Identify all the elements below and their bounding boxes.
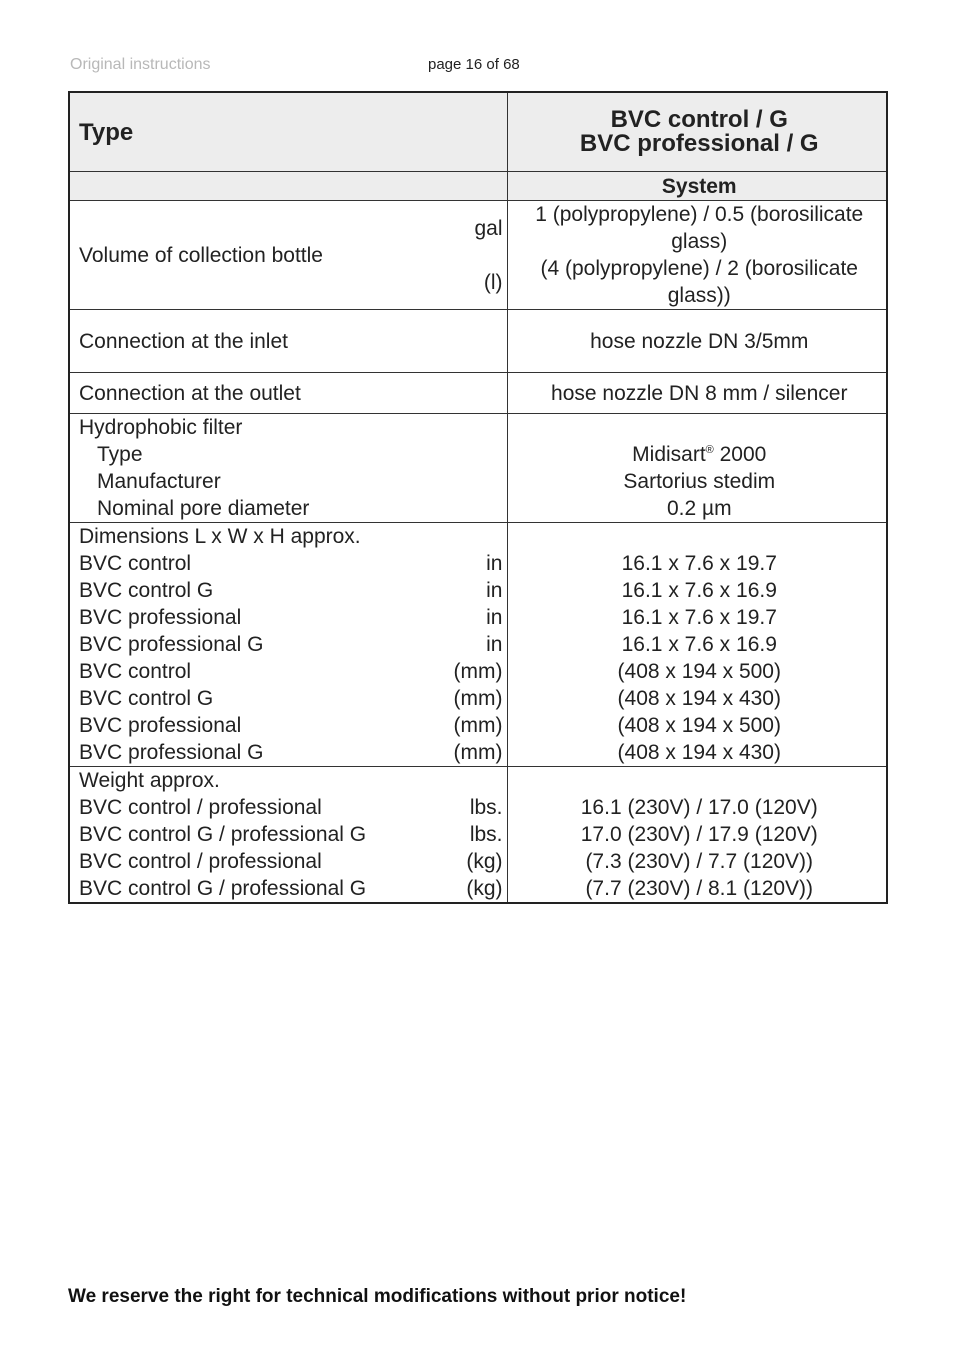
outlet-value: hose nozzle DN 8 mm / silencer — [507, 373, 887, 414]
dimension-row-label: BVC control (mm) — [79, 660, 503, 683]
volume-unit-gal: gal — [474, 216, 503, 240]
filter-type-value: Midisart® 2000 — [632, 443, 767, 466]
volume-value-gal: 1 (polypropylene) / 0.5 (borosilicate glass) — [535, 203, 864, 253]
weight-value: (7.3 (230V) / 7.7 (120V)) — [585, 850, 814, 873]
volume-unit-l: (l) — [483, 270, 503, 294]
filter-type-label: Type — [97, 443, 143, 466]
volume-value-l: (4 (polypropylene) / 2 (borosilicate glass)) — [540, 257, 858, 307]
weight-row-label: BVC control G / professional G (kg) — [79, 877, 503, 900]
weight-value: 17.0 (230V) / 17.9 (120V) — [580, 823, 818, 846]
dimensions-heading: Dimensions L x W x H approx. — [79, 525, 361, 548]
filter-pore-value: 0.2 µm — [666, 497, 732, 520]
dimension-value: (408 x 194 x 500) — [617, 660, 781, 683]
dimensions-label-cell — [69, 523, 507, 767]
dimensions-row — [69, 523, 887, 767]
weight-label-cell — [69, 767, 507, 904]
weight-value: (7.7 (230V) / 8.1 (120V)) — [585, 877, 814, 900]
dimension-value: 16.1 x 7.6 x 16.9 — [621, 633, 777, 656]
weight-row-label: BVC control / professional lbs. — [79, 796, 503, 819]
filter-manufacturer-value: Sartorius stedim — [623, 470, 776, 493]
header-original-instructions: Original instructions — [70, 56, 211, 73]
weight-value-cell — [507, 767, 887, 904]
weight-row — [69, 767, 887, 904]
dimension-row-label: BVC control G in — [79, 579, 503, 602]
volume-value-cell — [507, 201, 887, 310]
weight-row-label: BVC control / professional (kg) — [79, 850, 503, 873]
dimension-value: 16.1 x 7.6 x 19.7 — [621, 606, 777, 629]
inlet-label: Connection at the inlet — [69, 310, 507, 373]
dimension-value: (408 x 194 x 430) — [617, 687, 781, 710]
page-number: page 16 of 68 — [428, 56, 520, 73]
filter-pore-label: Nominal pore diameter — [97, 497, 310, 520]
model-line-2: BVC professional / G — [579, 130, 819, 157]
inlet-row — [69, 310, 887, 373]
technical-data-table — [68, 91, 888, 904]
system-empty-cell — [69, 172, 507, 201]
inlet-value: hose nozzle DN 3/5mm — [507, 310, 887, 373]
dimension-value: (408 x 194 x 430) — [617, 741, 781, 764]
dimension-value: 16.1 x 7.6 x 16.9 — [621, 579, 777, 602]
dimension-value: (408 x 194 x 500) — [617, 714, 781, 737]
volume-label: Volume of collection bottle — [79, 243, 323, 267]
system-row — [69, 172, 887, 201]
dimension-row-label: BVC professional G in — [79, 633, 503, 656]
dimension-row-label: BVC professional (mm) — [79, 714, 503, 737]
dimension-row-label: BVC control G (mm) — [79, 687, 503, 710]
type-header: Type — [69, 92, 507, 172]
filter-row — [69, 414, 887, 523]
outlet-row — [69, 373, 887, 414]
outlet-label: Connection at the outlet — [69, 373, 507, 414]
dimensions-value-cell — [507, 523, 887, 767]
weight-row-label: BVC control G / professional G lbs. — [79, 823, 503, 846]
weight-value: 16.1 (230V) / 17.0 (120V) — [580, 796, 818, 819]
filter-label-cell — [69, 414, 507, 523]
footer-notice: We reserve the right for technical modifications without prior notice! — [68, 1286, 687, 1307]
volume-label-cell — [69, 201, 507, 310]
table-header-row — [69, 92, 887, 172]
model-header — [507, 92, 887, 172]
volume-row — [69, 201, 887, 310]
filter-value-cell — [507, 414, 887, 523]
weight-heading: Weight approx. — [79, 769, 220, 792]
filter-heading: Hydrophobic filter — [79, 416, 243, 439]
model-line-1: BVC control / G — [610, 106, 788, 133]
dimension-row-label: BVC professional in — [79, 606, 503, 629]
dimension-row-label: BVC control in — [79, 552, 503, 575]
system-header: System — [507, 172, 887, 201]
dimension-row-label: BVC professional G (mm) — [79, 741, 503, 764]
dimension-value: 16.1 x 7.6 x 19.7 — [621, 552, 777, 575]
filter-manufacturer-label: Manufacturer — [97, 470, 221, 493]
registered-mark: ® — [705, 444, 714, 456]
